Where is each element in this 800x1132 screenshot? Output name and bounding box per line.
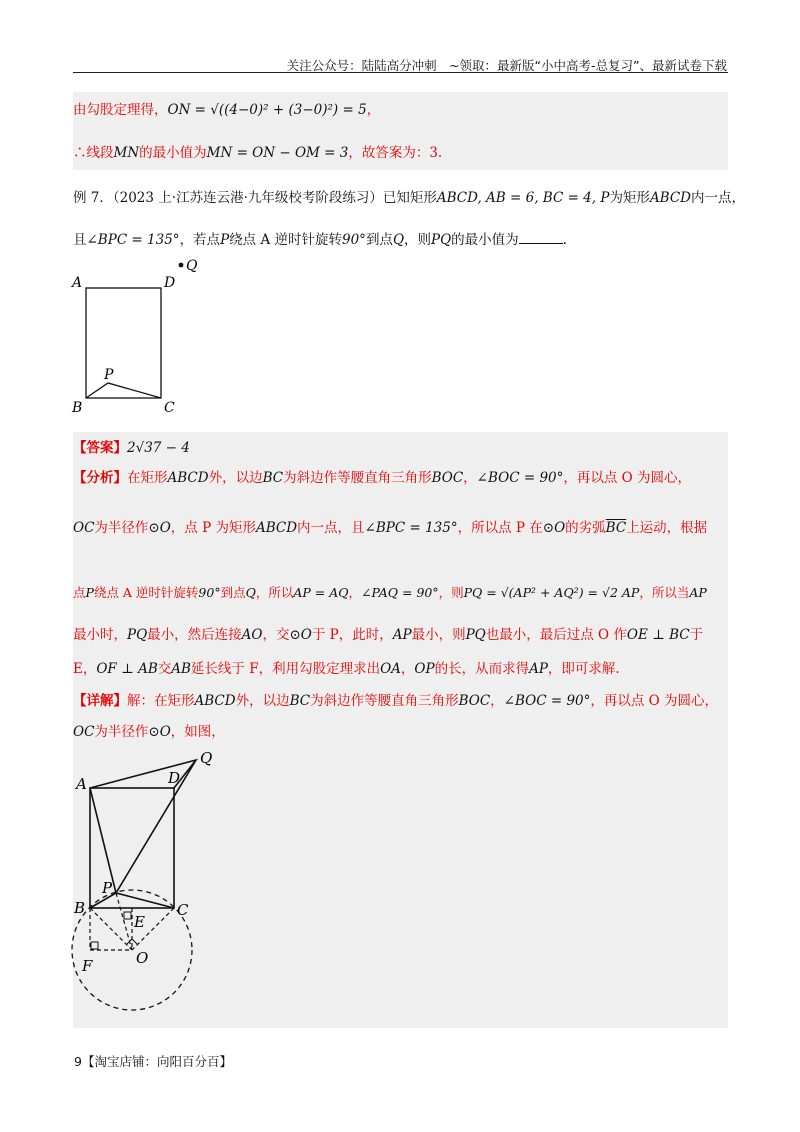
text: 例 7．（2023 上·江苏连云港·九年级校考阶段练习）已知矩形 [73,190,437,206]
text: ，交 [262,627,290,643]
label-a: A [72,275,83,291]
text: 绕点 A 逆时针旋转 [93,585,199,600]
label-q: Q [200,749,213,767]
label-f: F [82,957,93,975]
label-d: D [164,275,176,291]
text: 的最小值为 [451,232,519,248]
text: 最小，然后连接 [147,627,242,643]
text: ，故答案为：3. [348,145,443,161]
text: ，所以当 [639,585,690,600]
segment-ap [90,788,116,893]
text: 也最小，最后过点 O 作 [485,627,627,643]
label-c: C [164,400,175,416]
text: ，所以 [255,585,294,600]
answer-line [73,438,190,458]
right-angle-f [91,942,98,949]
math-abcd: ABCD [649,190,692,206]
label-e: E [134,913,145,931]
text: 于 P，此时， [311,627,393,643]
math: ∠BPC = 135° [364,520,458,536]
math-q: Q [392,232,405,248]
page-header: 关注公众号：陆陆高分冲刺 ~领取：最新版“小中高考-总复习”、最新试卷下载 [286,58,727,73]
text: 由勾股定理得， [73,102,168,118]
math: P [85,585,94,600]
example-line-2 [73,230,567,250]
formula-on: ON = √((4−0)² + (3−0)²) = 5 [167,102,367,118]
analysis-tag: 【分析】 [73,470,127,486]
text: ， [463,470,477,486]
math: 90° [198,585,221,600]
text: 最小时， [73,627,127,643]
text: ，即可求解. [547,661,620,677]
text: 外，以边 [208,470,263,486]
text: 为半径作 [94,520,149,536]
math-angle: ∠BPC = 135° [86,232,180,248]
segment-pq [116,760,196,893]
text: ， [490,693,504,709]
text: 解：在矩形 [127,693,195,709]
math: BC [289,693,311,709]
math: OP [414,661,435,677]
math: AP = AQ [293,585,349,600]
text: 且 [73,232,87,248]
text: ，再以点 O 为圆心， [590,693,719,709]
analysis-line-4 [73,625,703,645]
math: AP [529,661,548,677]
math: OC [73,724,95,740]
answer-value: 2√37 − 4 [127,440,190,456]
math-pq: PQ [431,232,452,248]
text: 到点 [365,232,393,248]
math: ∠PAQ = 90° [361,585,439,600]
shop-name: 【淘宝店铺：向阳百分百】 [81,1054,232,1069]
label-o: O [136,949,149,967]
math: BC [262,470,284,486]
math: ABCD [194,693,236,709]
math-arc: $\overline{BC}$ [605,520,627,536]
text: 点 [73,585,86,600]
label-p: P [104,367,114,383]
text: 外，以边 [235,693,290,709]
analysis-line-2 [73,518,707,538]
analysis-line-5 [73,659,620,679]
math: ∠BOC = 90° [503,693,591,709]
label-d: D [168,769,181,787]
prev-line-2 [73,143,442,163]
text: 的长，从而求得 [434,661,530,677]
answer-tag: 【答案】 [73,440,127,456]
text: ∴线段 [73,145,114,161]
point-q [179,263,184,268]
figure-rectangle-1 [68,255,208,425]
text: 交 [157,661,172,677]
text: 在矩形 [127,470,168,486]
segments-bp-pc [86,383,161,398]
math-given: ABCD, AB = 6, BC = 4, P [436,190,610,206]
example-line-1 [73,188,745,208]
text: 内一点，且 [297,520,365,536]
text: ，点 P 为矩形 [170,520,256,536]
detail-line-1 [73,691,718,711]
prev-line-1 [73,100,380,120]
math: OE ⊥ BC [626,627,690,643]
formula-mn: MN = ON − OM = 3 [206,145,349,161]
math: OF ⊥ AB [96,661,158,677]
detail-tag: 【详解】 [73,693,127,709]
text: ， [366,102,381,118]
right-angle-e [124,912,131,919]
math-deg: 90° [342,232,366,248]
text: 最小，则 [411,627,466,643]
text: 内一点， [691,190,746,206]
math: ⊙O [148,724,171,740]
label-a: A [76,775,87,793]
text: 的最小值为 [139,145,207,161]
rectangle-abcd [86,288,161,398]
detail-line-2 [73,722,225,742]
math-mn: MN [113,145,140,161]
math: PQ [127,627,148,643]
math: ABCD [167,470,209,486]
page-footer [74,1052,232,1070]
text: ，再以点 O 为圆心， [563,470,692,486]
math: OC [73,520,95,536]
text: 上运动，根据 [626,520,708,536]
label-q: Q [186,258,198,274]
text: ，则 [404,232,432,248]
math: OA [380,661,401,677]
segments-aq-dq [90,760,196,788]
math: PQ = √(AP² + AQ²) = √2 AP [463,585,640,600]
label-p: P [102,879,113,897]
math: BOC [458,693,491,709]
label-b: B [74,899,86,917]
text: 到点 [220,585,246,600]
text: 为斜边作等腰直角三角形 [310,693,459,709]
math: AP [689,585,707,600]
math: BOC [431,470,464,486]
text: . [562,232,567,248]
text: 为半径作 [94,724,149,740]
text: 于 [689,627,704,643]
text: ， [400,661,415,677]
math: ⊙O [148,520,171,536]
answer-blank [519,231,563,244]
text: 绕点 A 逆时针旋转 [229,232,342,248]
label-b: B [72,400,83,416]
math-p: P [220,232,230,248]
header-divider [73,72,728,73]
math: ⊙O [542,520,566,536]
math: ABCD [255,520,298,536]
math: Q [245,585,256,600]
analysis-line-3 [73,583,707,603]
text: 为矩形 [609,190,650,206]
text: E， [73,661,97,677]
text: ，所以点 P 在 [457,520,543,536]
text: ， [348,585,362,600]
figure-rectangle-2 [60,745,230,1020]
math: AO [241,627,263,643]
math: AP [392,627,412,643]
text: 为斜边作等腰直角三角形 [283,470,432,486]
analysis-line-1 [73,468,691,488]
text: 延长线于 F，利用勾股定理求出 [190,661,381,677]
page-number: 9 [74,1054,82,1069]
text: ，如图， [170,724,225,740]
text: ，则 [438,585,464,600]
label-c: C [177,901,189,919]
text: ，若点 [179,232,221,248]
text: 的劣弧 [565,520,606,536]
math: PQ [465,627,486,643]
math: ∠BOC = 90° [476,470,564,486]
math: ⊙O [289,627,312,643]
math: AB [171,661,191,677]
